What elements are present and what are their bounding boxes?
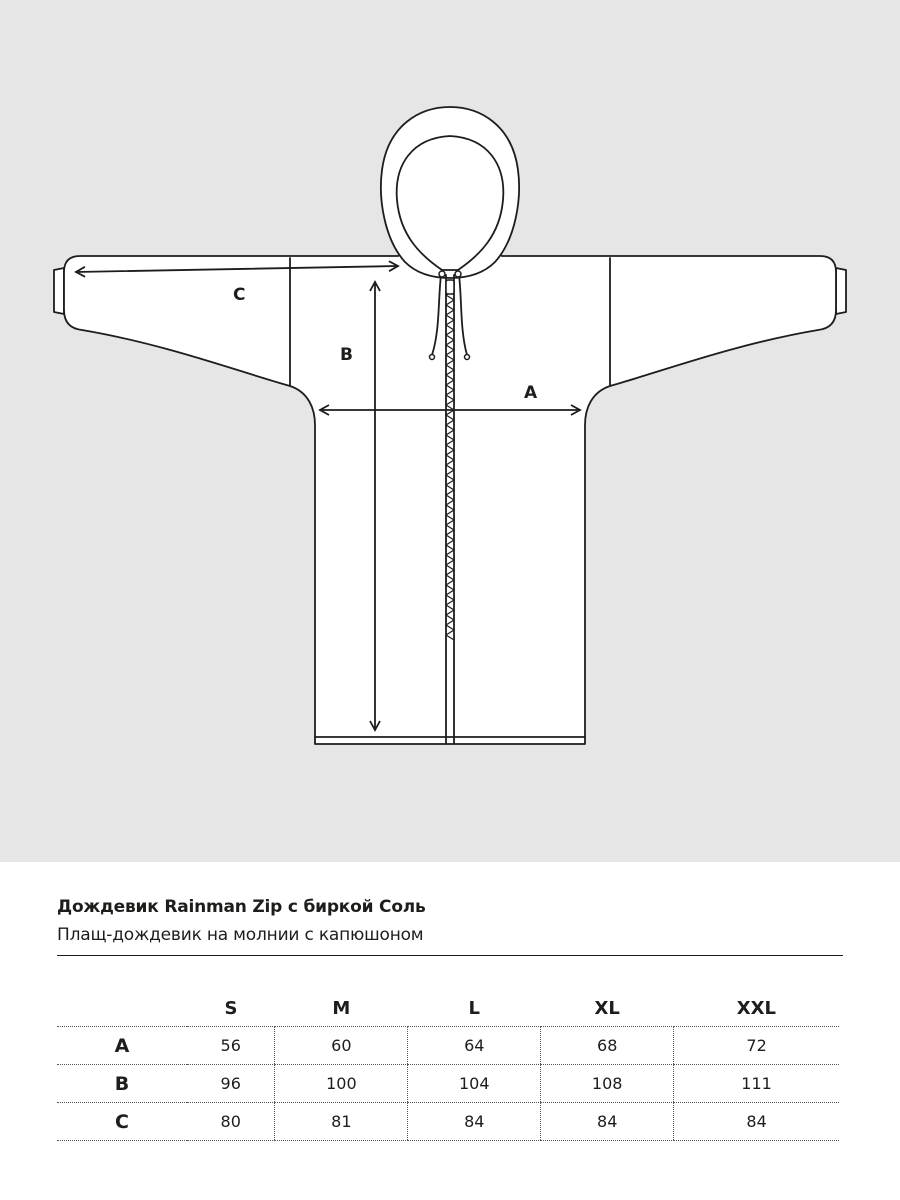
size-table xyxy=(57,990,839,1141)
table-row xyxy=(57,1027,839,1065)
dimension-label-c: C xyxy=(233,285,246,305)
table-cell: 84 xyxy=(408,1103,541,1141)
table-cell: 104 xyxy=(408,1065,541,1103)
table-cell: 80 xyxy=(187,1103,275,1141)
size-header-row xyxy=(57,990,839,1027)
grommet-left xyxy=(439,271,445,277)
size-header: S xyxy=(187,990,275,1027)
table-cell: 68 xyxy=(541,1027,674,1065)
dimension-label-b: B xyxy=(340,345,353,365)
table-cell: 84 xyxy=(541,1103,674,1141)
size-header: XL xyxy=(541,990,674,1027)
size-header: M xyxy=(275,990,408,1027)
product-title: Дождевик Rainman Zip с биркой Соль xyxy=(57,897,426,917)
cord-end-right xyxy=(465,355,470,360)
table-cell: 72 xyxy=(674,1027,839,1065)
dimension-label-a: A xyxy=(524,383,538,403)
size-header: L xyxy=(408,990,541,1027)
table-row xyxy=(57,1103,839,1141)
right-cuff xyxy=(836,268,846,314)
table-cell: 64 xyxy=(408,1027,541,1065)
row-label: C xyxy=(57,1103,187,1141)
cord-end-left xyxy=(430,355,435,360)
size-header: XXL xyxy=(674,990,839,1027)
table-cell: 84 xyxy=(674,1103,839,1141)
table-cell: 100 xyxy=(275,1065,408,1103)
corner-cell xyxy=(57,990,187,1027)
table-cell: 108 xyxy=(541,1065,674,1103)
table-cell: 81 xyxy=(275,1103,408,1141)
table-cell: 56 xyxy=(187,1027,275,1065)
table-cell: 96 xyxy=(187,1065,275,1103)
left-cuff xyxy=(54,268,64,314)
table-cell: 60 xyxy=(275,1027,408,1065)
table-row xyxy=(57,1065,839,1103)
table-cell: 111 xyxy=(674,1065,839,1103)
row-label: A xyxy=(57,1027,187,1065)
zipper-pull xyxy=(446,280,454,294)
divider xyxy=(57,955,843,956)
product-subtitle: Плащ-дождевик на молнии с капюшоном xyxy=(57,925,424,945)
grommet-right xyxy=(455,271,461,277)
row-label: B xyxy=(57,1065,187,1103)
